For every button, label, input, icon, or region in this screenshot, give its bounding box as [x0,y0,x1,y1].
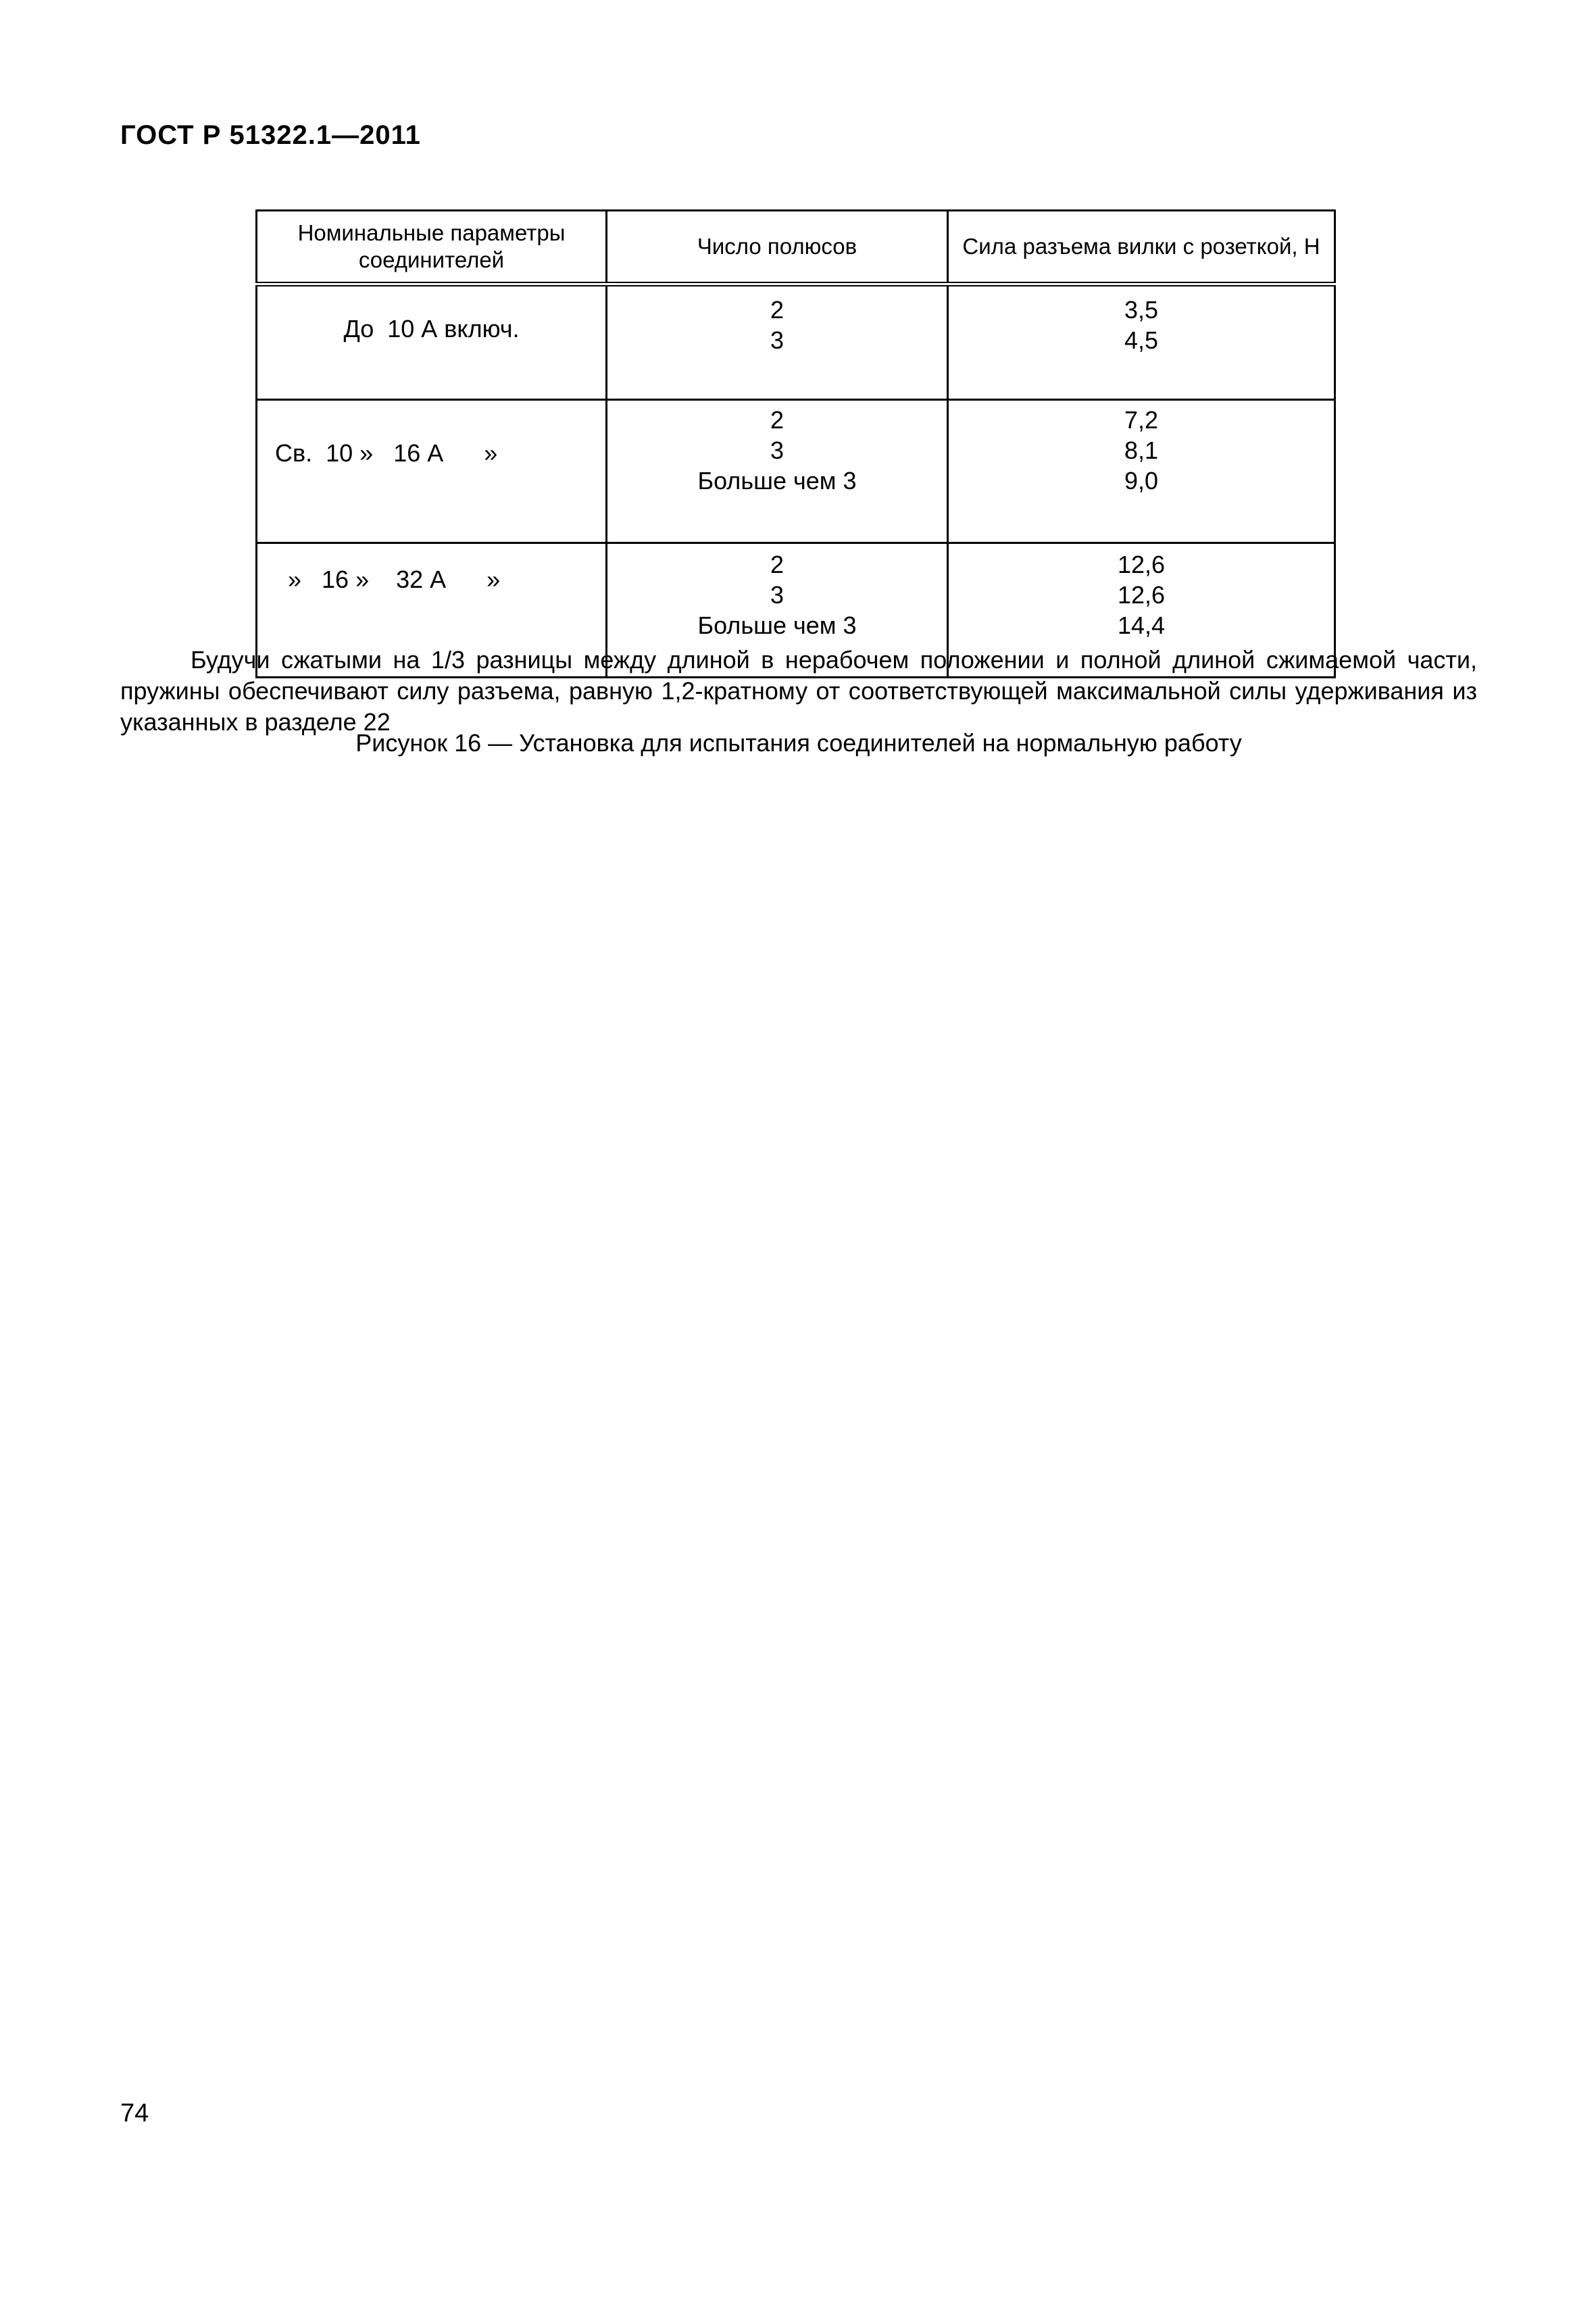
force-value: 8,1 [1124,436,1159,464]
connector-params-table-container [255,209,1334,639]
rated-parameters-cell: До 10 А включ. [257,284,607,400]
table-row [257,400,1335,543]
force-cell [948,400,1335,543]
force-cell [948,284,1335,400]
header-withdrawal-force: Сила разъема вилки с розеткой, Н [948,211,1335,284]
poles-value: Больше чем 3 [697,467,857,495]
poles-cell [607,284,948,400]
force-value: 4,5 [1124,326,1159,354]
poles-cell [607,400,948,543]
force-value: 12,6 [1117,581,1166,609]
poles-value: 2 [770,406,784,434]
header-number-of-poles: Число полюсов [607,211,948,284]
rated-parameters-cell: Св. 10 » 16 А » [257,400,607,543]
figure-caption: Рисунок 16 — Установка для испытания соединителей на нормальную работу [355,729,1242,757]
force-value: 14,4 [1117,611,1166,639]
table-row [257,284,1335,400]
force-value: 9,0 [1124,467,1159,495]
figure-note: Будучи сжатыми на 1/3 разницы между длиной в нерабочем положении и полной длиной сжимаемой части, пружины обеспечивают силу разъема, равную 1,2-кратному от соответствующей максимальной силы удерживания из указанных в разделе 22 [120,646,1477,736]
poles-value: 2 [770,296,784,324]
poles-value: 2 [770,551,784,578]
poles-value: Больше чем 3 [697,611,857,639]
rated-parameters-cell: » 16 » 32 А » [257,543,607,678]
connector-params-table [255,209,1336,678]
page-number: 74 [120,2099,149,2128]
header-rated-parameters: Номинальные параметры соединителей [257,211,607,284]
document-header: ГОСТ Р 51322.1—2011 [120,120,421,150]
force-value: 3,5 [1124,296,1159,324]
poles-value: 3 [770,326,784,354]
poles-value: 3 [770,581,784,609]
poles-value: 3 [770,436,784,464]
table-header-row [257,211,1335,284]
force-value: 7,2 [1124,406,1159,434]
force-value: 12,6 [1117,551,1166,578]
